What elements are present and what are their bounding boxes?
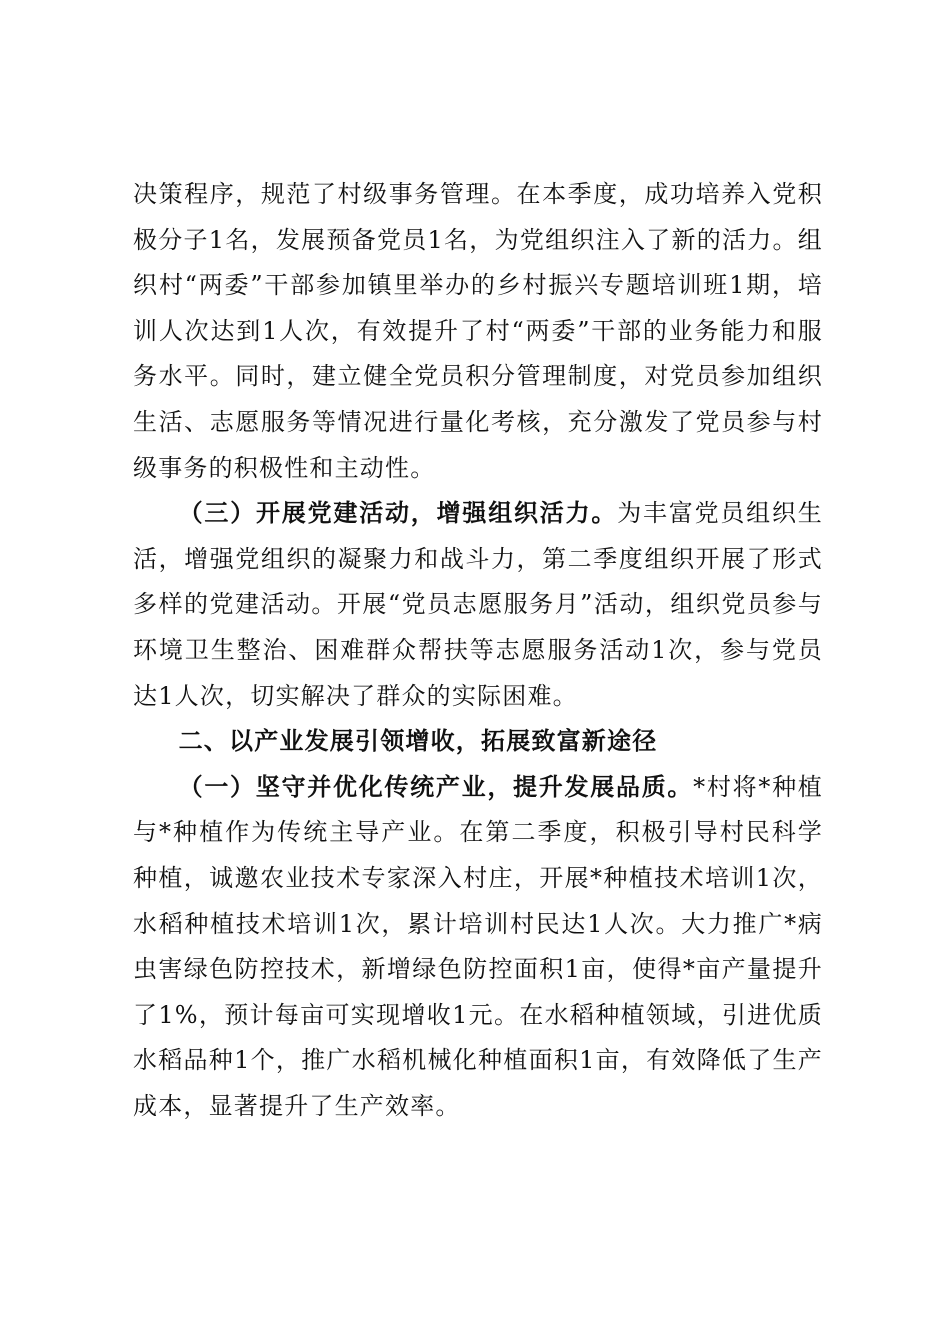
subheading-traditional-industry: （一）坚守并优化传统产业，提升发展品质。 — [178, 772, 694, 801]
document-body — [133, 172, 823, 1129]
paragraph-party-activities — [133, 491, 823, 719]
paragraph-body: *村将*种植与*种植作为传统主导产业。在第二季度，积极引导村民科学种植，诚邀农业技术专家深入村庄，开展*种植技术培训1次，水稻种植技术培训1次，累计培训村民达1人次。大力推广*病虫害绿色防控技术，新增绿色防控面积1亩，使得*亩产量提升了1%，预计每亩可实现增收1元。在水稻种植领域，引进优质水稻品种1个，推广水稻机械化种植面积1亩，有效降低了生产成本，显著提升了生产效率。 — [133, 772, 823, 1120]
section-heading-industry: 二、以产业发展引领增收，拓展致富新途径 — [178, 727, 658, 756]
subheading-party-activities: （三）开展党建活动，增强组织活力。 — [178, 499, 618, 528]
paragraph-traditional-industry — [133, 765, 823, 1130]
paragraph-continuation: 决策程序，规范了村级事务管理。在本季度，成功培养入党积极分子1名，发展预备党员1名，为党组织注入了新的活力。组织村“两委”干部参加镇里举办的乡村振兴专题培训班1期，培训人次达到1人次，有效提升了村“两委”干部的业务能力和服务水平。同时，建立健全党员积分管理制度，对党员参加组织生活、志愿服务等情况进行量化考核，充分激发了党员参与村级事务的积极性和主动性。 — [133, 180, 823, 482]
paragraph-body: 为丰富党员组织生活，增强党组织的凝聚力和战斗力，第二季度组织开展了形式多样的党建活动。开展“党员志愿服务月”活动，组织党员参与环境卫生整治、困难群众帮扶等志愿服务活动1次，参与党员达1人次，切实解决了群众的实际困难。 — [133, 499, 823, 710]
